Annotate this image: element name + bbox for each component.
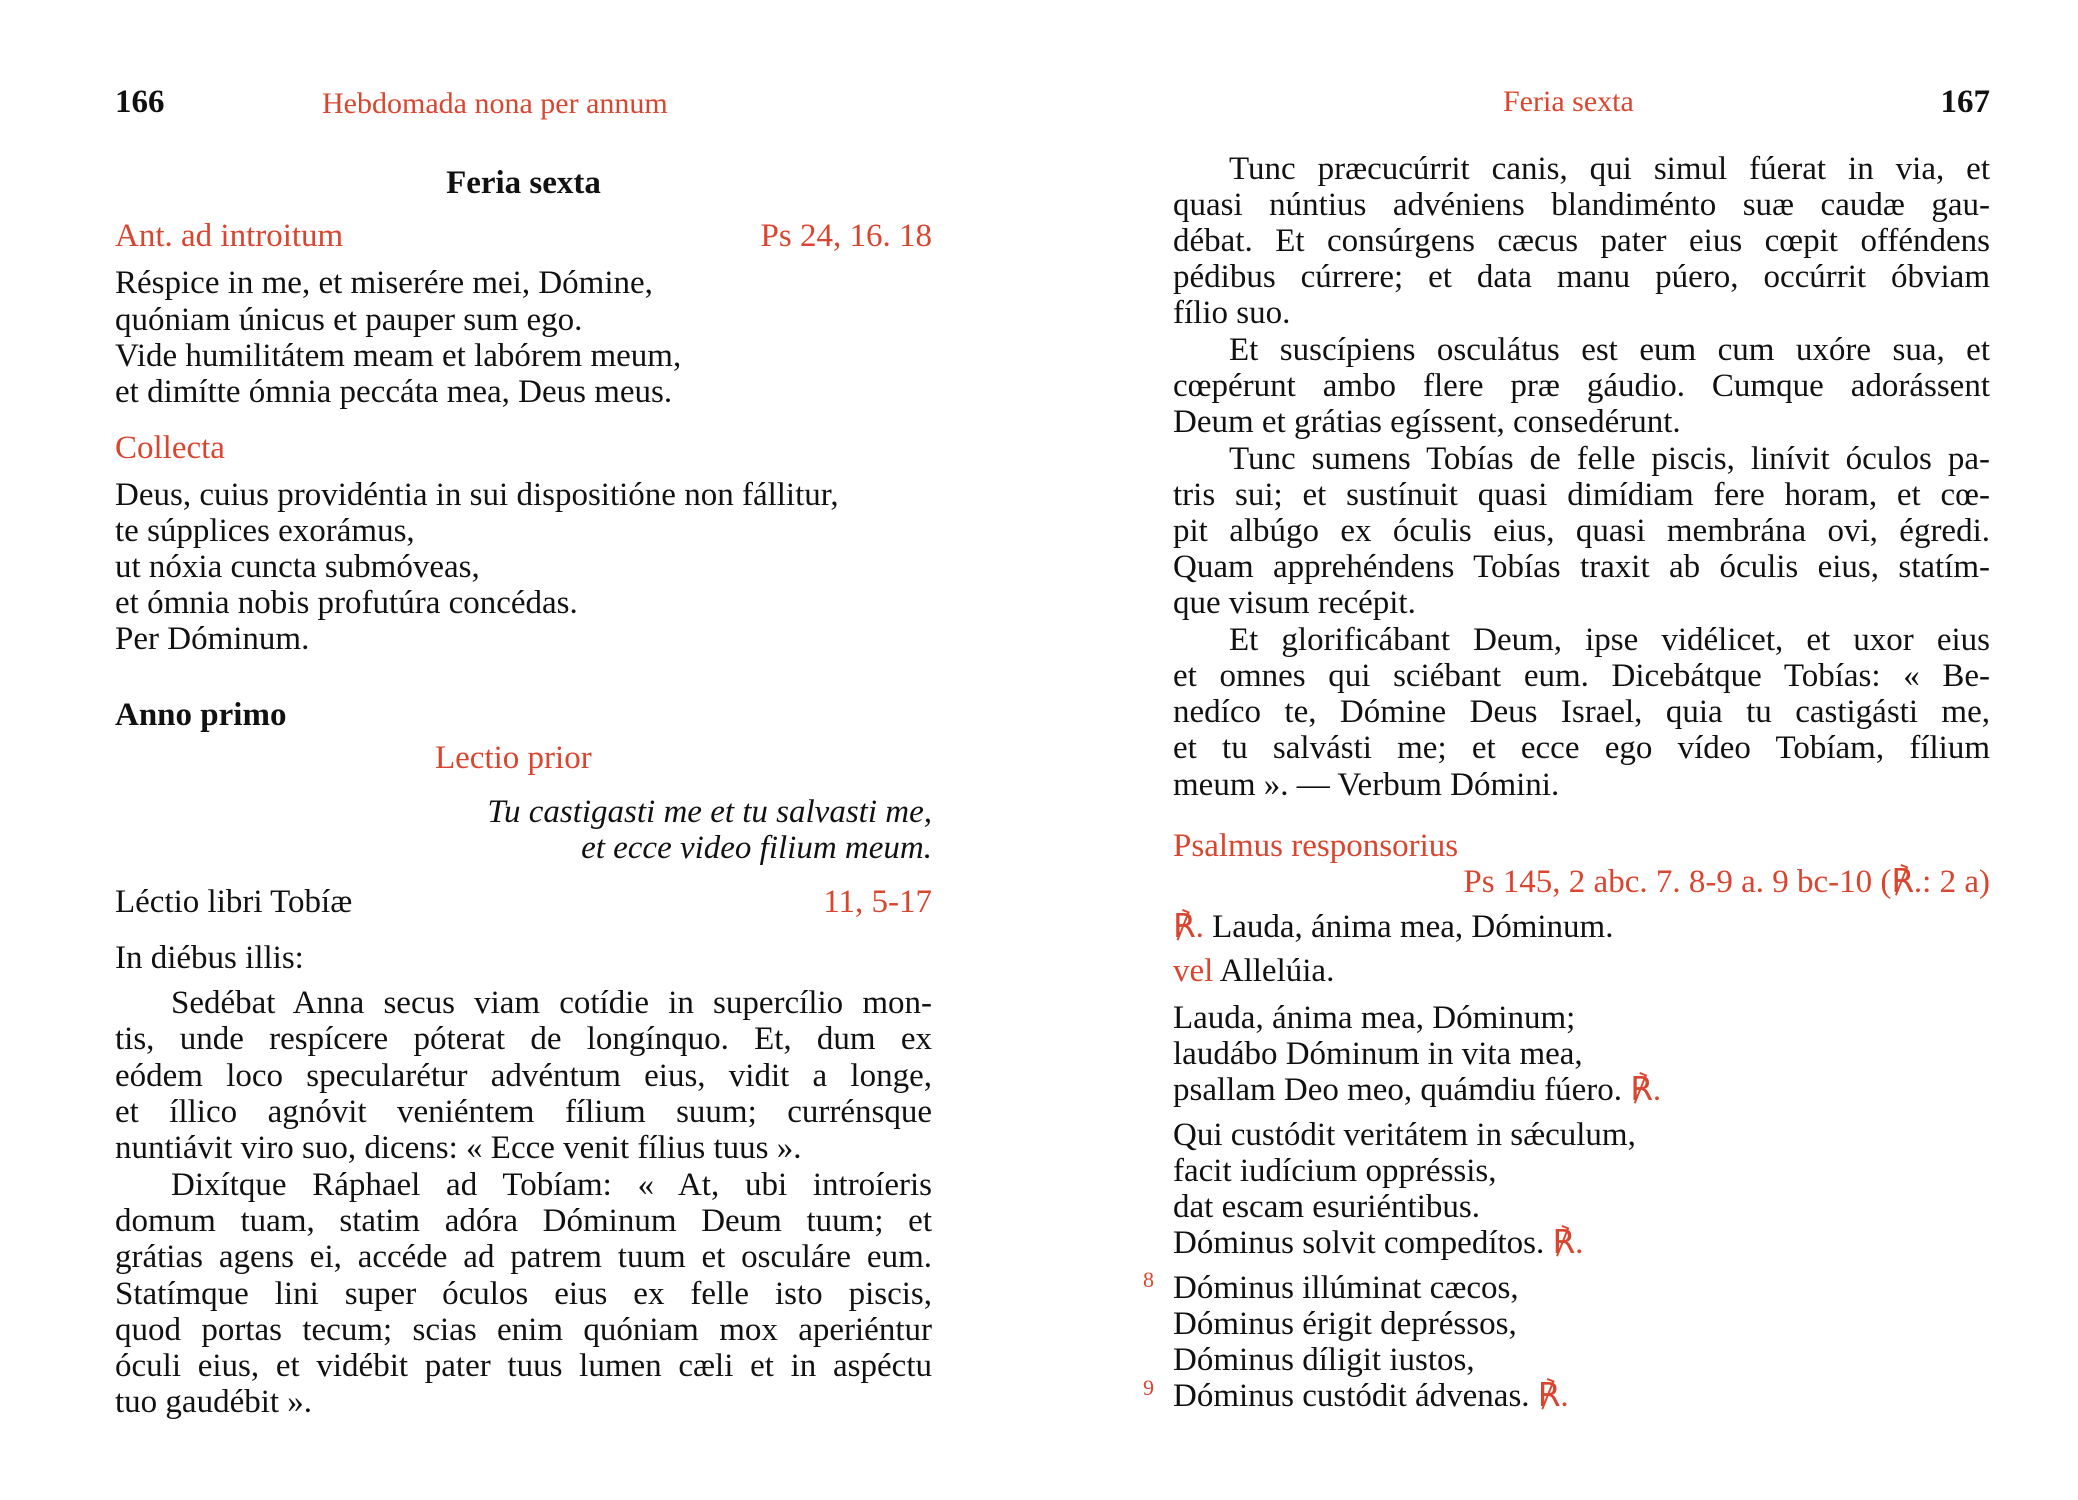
reading-line: Sedébat Anna secus viam cotídie in supercílio mon-	[171, 985, 932, 1021]
psalm-line: laudábo Dóminum in vita mea,	[1173, 1036, 1583, 1072]
psalm-line: Dóminus érigit depréssos,	[1173, 1306, 1517, 1342]
collect-line: Deus, cuius providéntia in sui dispositióne non fállitur,	[115, 477, 839, 513]
reading-line: Et glorificábant Deum, ipse vidélicet, et uxor eius	[1229, 622, 1990, 658]
verse-mark: 9	[1143, 1375, 1154, 1400]
reading-line: domum tuam, statim adóra Dóminum Deum tuum; et	[115, 1203, 932, 1239]
alt-response-text: Allelúia.	[1219, 953, 1335, 989]
reading-line: tuo gaudébit ».	[115, 1384, 313, 1420]
left-page	[115, 0, 932, 1500]
collect-line: et ómnia nobis profutúra concédas.	[115, 585, 578, 621]
response-symbol: ℟.	[1630, 1072, 1662, 1108]
reading-line: tris sui; et sustínuit quasi dimídiam fere horam, et cœ-	[1173, 477, 1990, 513]
reading-line: Deum et grátias egíssent, consedérunt.	[1173, 404, 1681, 440]
psalm-line: Qui custódit veritátem in sǽculum,	[1173, 1117, 1636, 1153]
collect-line: te súpplices exorámus,	[115, 513, 415, 549]
introit-line: Vide humilitátem meam et labórem meum,	[115, 338, 682, 374]
reading-line: Et suscípiens osculátus est eum cum uxóre sua, et	[1229, 332, 1990, 368]
day-title: Feria sexta	[446, 165, 601, 201]
reading-reference: 11, 5-17	[823, 884, 932, 920]
right-page	[1143, 0, 1990, 1500]
response-symbol: ℟.	[1552, 1225, 1584, 1261]
reading-line: fílio suo.	[1173, 295, 1291, 331]
response-text: Lauda, ánima mea, Dóminum.	[1212, 909, 1614, 945]
response-symbol: ℟.	[1537, 1378, 1569, 1414]
introit-line: quóniam únicus et pauper sum ego.	[115, 302, 583, 338]
reading-line: que visum recépit.	[1173, 585, 1416, 621]
page-number: 166	[115, 84, 165, 120]
reading-line: óculi eius, et vidébit pater tuus lumen cæli et in aspéctu	[115, 1348, 932, 1384]
reading-line: nedíco te, Dómine Deus Israel, quia tu castigásti me,	[1173, 694, 1990, 730]
introit-line: Réspice in me, et miserére mei, Dómine,	[115, 265, 653, 301]
reading-line: pit albúgo ex óculis eius, quasi membrána ovi, égredi.	[1173, 513, 1990, 549]
psalm-line-with-response	[1173, 1378, 1569, 1414]
psalm-line-with-response	[1173, 1072, 1661, 1108]
running-head: Hebdomada nona per annum	[322, 87, 668, 120]
reading-line: quod portas tecum; scias enim quóniam mox aperiéntur	[115, 1312, 932, 1348]
collect-line: ut nóxia cuncta submóveas,	[115, 549, 480, 585]
psalm-line: facit iudícium oppréssis,	[1173, 1153, 1497, 1189]
introit-line: et dimítte ómnia peccáta mea, Deus meus.	[115, 374, 673, 410]
reading-line: Tunc sumens Tobías de felle piscis, linívit óculos pa-	[1229, 441, 1990, 477]
alt-response-line	[1173, 953, 1334, 989]
psalm-line: Lauda, ánima mea, Dóminum;	[1173, 1000, 1576, 1036]
reading-line: Quam apprehéndens Tobías traxit ab óculis eius, statím-	[1173, 549, 1990, 585]
psalm-line-text: psallam Deo meo, quámdiu fúero.	[1173, 1072, 1623, 1108]
reading-motto-line: et ecce video filium meum.	[581, 830, 932, 866]
reading-line: et tu salvásti me; et ecce ego vídeo Tobíam, fílium	[1173, 730, 1990, 766]
response-symbol: ℟.	[1173, 909, 1204, 945]
reading-book: Léctio libri Tobíæ	[115, 884, 353, 920]
reading-line: quasi núntius advéniens blandiménto suæ caudæ gau-	[1173, 187, 1990, 223]
reading-line: Dixítque Ráphael ad Tobíam: « At, ubi introíeris	[171, 1167, 932, 1203]
psalm-line: dat escam esuriéntibus.	[1173, 1189, 1480, 1225]
reading-line: grátias agens ei, accéde ad patrem tuum et osculáre eum.	[115, 1239, 932, 1275]
introit-label: Ant. ad introitum	[115, 218, 344, 254]
reading-opening: In diébus illis:	[115, 940, 304, 976]
reading-line: et omnes qui sciébant eum. Dicebátque Tobías: « Be-	[1173, 658, 1990, 694]
reading-line: et íllico agnóvit veniéntem fílium suum; currénsque	[115, 1094, 932, 1130]
psalm-line: Dóminus díligit iustos,	[1173, 1342, 1475, 1378]
psalm-line: Dóminus illúminat cæcos,	[1173, 1270, 1519, 1306]
response-line	[1173, 909, 1613, 945]
year-label: Anno primo	[115, 697, 287, 733]
introit-reference: Ps 24, 16. 18	[760, 218, 932, 254]
reading-line: cœpérunt ambo flere præ gáudio. Cumque adorássent	[1173, 368, 1990, 404]
psalm-reference: Ps 145, 2 abc. 7. 8-9 a. 9 bc-10 (℟.: 2 a)	[1463, 864, 1990, 900]
reading-line: tis, unde respícere póterat de longínquo. Et, dum ex	[115, 1021, 932, 1057]
psalm-label: Psalmus responsorius	[1173, 828, 1459, 864]
psalm-line-text: Dóminus solvit compedítos.	[1173, 1225, 1545, 1261]
psalm-line-with-response	[1173, 1225, 1583, 1261]
collect-line: Per Dóminum.	[115, 621, 310, 657]
reading-label: Lectio prior	[435, 740, 592, 776]
collect-label: Collecta	[115, 430, 225, 466]
reading-motto-line: Tu castigasti me et tu salvasti me,	[487, 794, 932, 830]
psalm-line-text: Dóminus custódit ádvenas.	[1173, 1378, 1530, 1414]
reading-line: meum ». — Verbum Dómini.	[1173, 767, 1560, 803]
reading-line: nuntiávit viro suo, dicens: « Ecce venit fílius tuus ».	[115, 1130, 802, 1166]
vel-label: vel	[1173, 953, 1214, 989]
reading-line: pédibus cúrrere; et data manu púero, occúrrit óbviam	[1173, 259, 1990, 295]
verse-mark: 8	[1143, 1267, 1154, 1292]
reading-line: Statímque lini super óculos eius ex felle isto piscis,	[115, 1276, 932, 1312]
reading-line: Tunc præcucúrrit canis, qui simul fúerat in via, et	[1229, 151, 1990, 187]
page-number: 167	[1940, 84, 1990, 120]
reading-line: débat. Et consúrgens cæcus pater eius cœpit offéndens	[1173, 223, 1990, 259]
running-head: Feria sexta	[1503, 85, 1634, 118]
reading-line: eódem loco specularétur advéntum eius, vidit a longe,	[115, 1058, 932, 1094]
